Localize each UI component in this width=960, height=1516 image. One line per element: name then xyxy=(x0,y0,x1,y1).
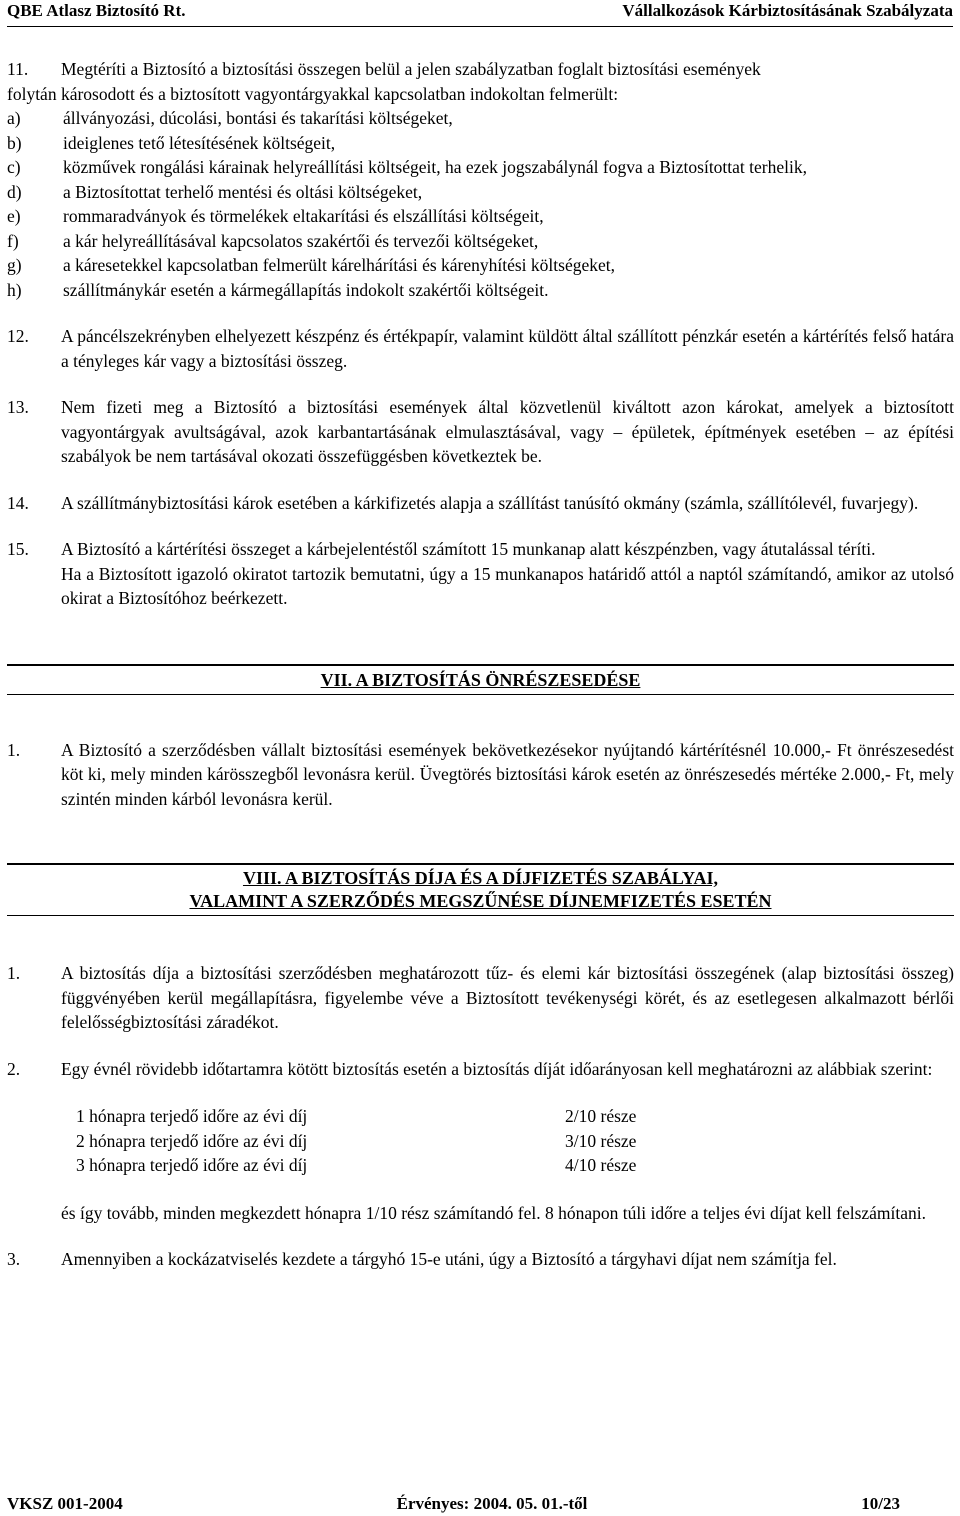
list-item xyxy=(7,180,954,205)
clause-text: Nem fizeti meg a Biztosító a biztosítási események által közvetlenül kiváltott azon károkat, amelyek a biztosított vagyontárgyak avultságával, azok karbantartásának elmulasztásával, vagy – épületek, építmények esetében – az építési szabályok be nem tartásával okozati összefüggésben következtek be. xyxy=(61,397,954,466)
section-8-clause-1 xyxy=(7,961,954,1035)
table-cell-period: 3 hónapra terjedő időre az évi díj xyxy=(76,1155,308,1175)
section-7-title: VII. A BIZTOSÍTÁS ÖNRÉSZESEDÉSE xyxy=(320,669,641,690)
clause-text: A páncélszekrényben elhelyezett készpénz és értékpapír, valamint küldött által szállított pénzkár esetén a kártérítés felső határa a tényleges kár vagy a biztosítási összeg. xyxy=(61,326,954,371)
list-letter: a) xyxy=(7,108,21,128)
list-item xyxy=(7,253,954,278)
list-letter: c) xyxy=(7,157,21,177)
clause-number: 11. xyxy=(7,59,29,79)
clause-text: A biztosítás díja a biztosítási szerződésben meghatározott tűz- és elemi kár biztosítási összegének (alap biztosítási összeg) függvényében kerül megállapításra, figyelembe véve a Biztosított tevékenységi körét, és az esetlegesen alkalmazott bérlői felelősségbiztosítási záradékot. xyxy=(61,963,954,1032)
section-8-clause-2 xyxy=(7,1057,954,1082)
header-company: QBE Atlasz Biztosító Rt. xyxy=(7,1,186,20)
footer-document-code: VKSZ 001-2004 xyxy=(7,1494,123,1513)
list-letter: d) xyxy=(7,181,22,202)
list-item xyxy=(7,155,954,180)
clause-11-continuation: folytán károsodott és a biztosított vagyontárgyakkal kapcsolatban indokoltan felmerült: xyxy=(7,83,619,104)
list-text: ideiglenes tető létesítésének költségeit, xyxy=(63,132,336,153)
list-letter: f) xyxy=(7,230,19,251)
table-cell-period: 1 hónapra terjedő időre az évi díj xyxy=(76,1106,308,1126)
premium-ratio-table xyxy=(76,1104,954,1178)
clause-body xyxy=(61,537,954,611)
table-cell-share: 4/10 része xyxy=(565,1155,637,1175)
table-cell-share: 3/10 része xyxy=(565,1130,637,1151)
section-divider xyxy=(7,863,954,865)
list-text: rommaradványok és törmelékek eltakarítási és elszállítási költségeit, xyxy=(63,206,544,226)
list-item xyxy=(7,278,954,303)
page-footer xyxy=(7,1493,900,1515)
clause-11-sublist xyxy=(7,106,954,302)
clause-12 xyxy=(7,324,954,373)
clause-text: Megtéríti a Biztosító a biztosítási összegen belül a jelen szabályzatban foglalt biztosítási események xyxy=(61,59,761,79)
section-underline xyxy=(7,694,954,695)
section-8-title-line-2: VALAMINT A SZERZŐDÉS MEGSZŰNÉSE DÍJNEMFIZETÉS ESETÉN xyxy=(189,891,772,911)
clause-number: 13. xyxy=(7,397,29,417)
list-letter: h) xyxy=(7,279,22,300)
clause-text-2: Ha a Biztosított igazoló okiratot tartozik bemutatni, úgy a 15 munkanapos határidő attól a naptól számítandó, amikor az utolsó okirat a Biztosítóhoz beérkezett. xyxy=(61,563,954,608)
section-divider xyxy=(7,664,954,666)
list-letter: g) xyxy=(7,255,22,275)
section-8-title-line-1: VIII. A BIZTOSÍTÁS DÍJA ÉS A DÍJFIZETÉS SZABÁLYAI, xyxy=(242,868,719,888)
footer-page-number: 10/23 xyxy=(861,1494,900,1513)
clause-text: Amennyiben a kockázatviselés kezdete a tárgyhó 15-e utáni, úgy a Biztosító a tárgyhavi díjat nem számítja fel. xyxy=(61,1249,837,1269)
list-text: a kár helyreállításával kapcsolatos szakértői és tervezői költségeket, xyxy=(63,230,539,251)
list-letter: b) xyxy=(7,132,22,153)
clause-number: 2. xyxy=(7,1058,21,1079)
clause-15 xyxy=(7,537,954,611)
clause-number: 3. xyxy=(7,1249,21,1269)
list-text: állványozási, dúcolási, bontási és takarítási költségeket, xyxy=(63,108,453,128)
list-item xyxy=(7,204,954,229)
list-letter: e) xyxy=(7,206,21,226)
clause-13 xyxy=(7,395,954,469)
clause-text: A szállítmánybiztosítási károk esetében a kárkifizetés alapja a szállítást tanúsító okmány (számla, szállítólevél, fuvarjegy). xyxy=(61,492,919,513)
clause-number: 15. xyxy=(7,539,29,559)
list-text: a Biztosítottat terhelő mentési és oltási költségeket, xyxy=(63,181,423,202)
clause-text: A Biztosító a kártérítési összeget a kárbejelentéstől számított 15 munkanap alatt készpénzben, vagy átutalással téríti. xyxy=(61,539,876,559)
clause-number: 14. xyxy=(7,492,29,513)
section-7-clause-1 xyxy=(7,738,954,812)
page-content xyxy=(7,57,954,1272)
table-cell-share: 2/10 része xyxy=(565,1106,637,1126)
clause-text: A Biztosító a szerződésben vállalt biztosítási események bekövetkezésekor nyújtandó kártérítésnél 10.000,- Ft önrészesedést köt ki, mely minden kárösszegből levonásra kerül. Üvegtörés biztosítási károk esetén az önrészesedés mértéke 2.000,- Ft, mely szintén minden kárból levonásra kerül. xyxy=(61,739,954,809)
list-text: szállítmánykár esetén a kármegállapítás indokolt szakértői költségeit. xyxy=(63,279,549,300)
clause-number: 1. xyxy=(7,963,21,983)
clause-2-continuation: és így tovább, minden megkezdett hónapra 1/10 rész számítandó fel. 8 hónapon túli időre a teljes évi díjat kell felszámítani. xyxy=(61,1202,927,1223)
list-text: közművek rongálási kárainak helyreállítási költségeit, ha ezek jogszabálynál fogva a Biztosítottat terhelik, xyxy=(63,157,807,177)
list-item xyxy=(7,229,954,254)
page-header xyxy=(7,0,953,27)
clause-14 xyxy=(7,491,954,516)
clause-number: 1. xyxy=(7,739,21,760)
section-8-clause-3 xyxy=(7,1247,954,1272)
list-item xyxy=(7,131,954,156)
footer-validity: Érvényes: 2004. 05. 01.-től xyxy=(396,1494,588,1513)
list-text: a káresetekkel kapcsolatban felmerült kárelhárítási és kárenyhítési költségeket, xyxy=(63,255,615,275)
list-item xyxy=(7,106,954,131)
clause-text: Egy évnél rövidebb időtartamra kötött biztosítás esetén a biztosítás díját időarányosan kell meghatározni az alábbiak szerint: xyxy=(61,1058,933,1079)
section-underline xyxy=(7,915,954,916)
header-document-title: Vállalkozások Kárbiztosításának Szabályzata xyxy=(622,1,953,20)
table-cell-period: 2 hónapra terjedő időre az évi díj xyxy=(76,1130,308,1151)
clause-number: 12. xyxy=(7,326,29,346)
clause-11 xyxy=(7,57,954,82)
